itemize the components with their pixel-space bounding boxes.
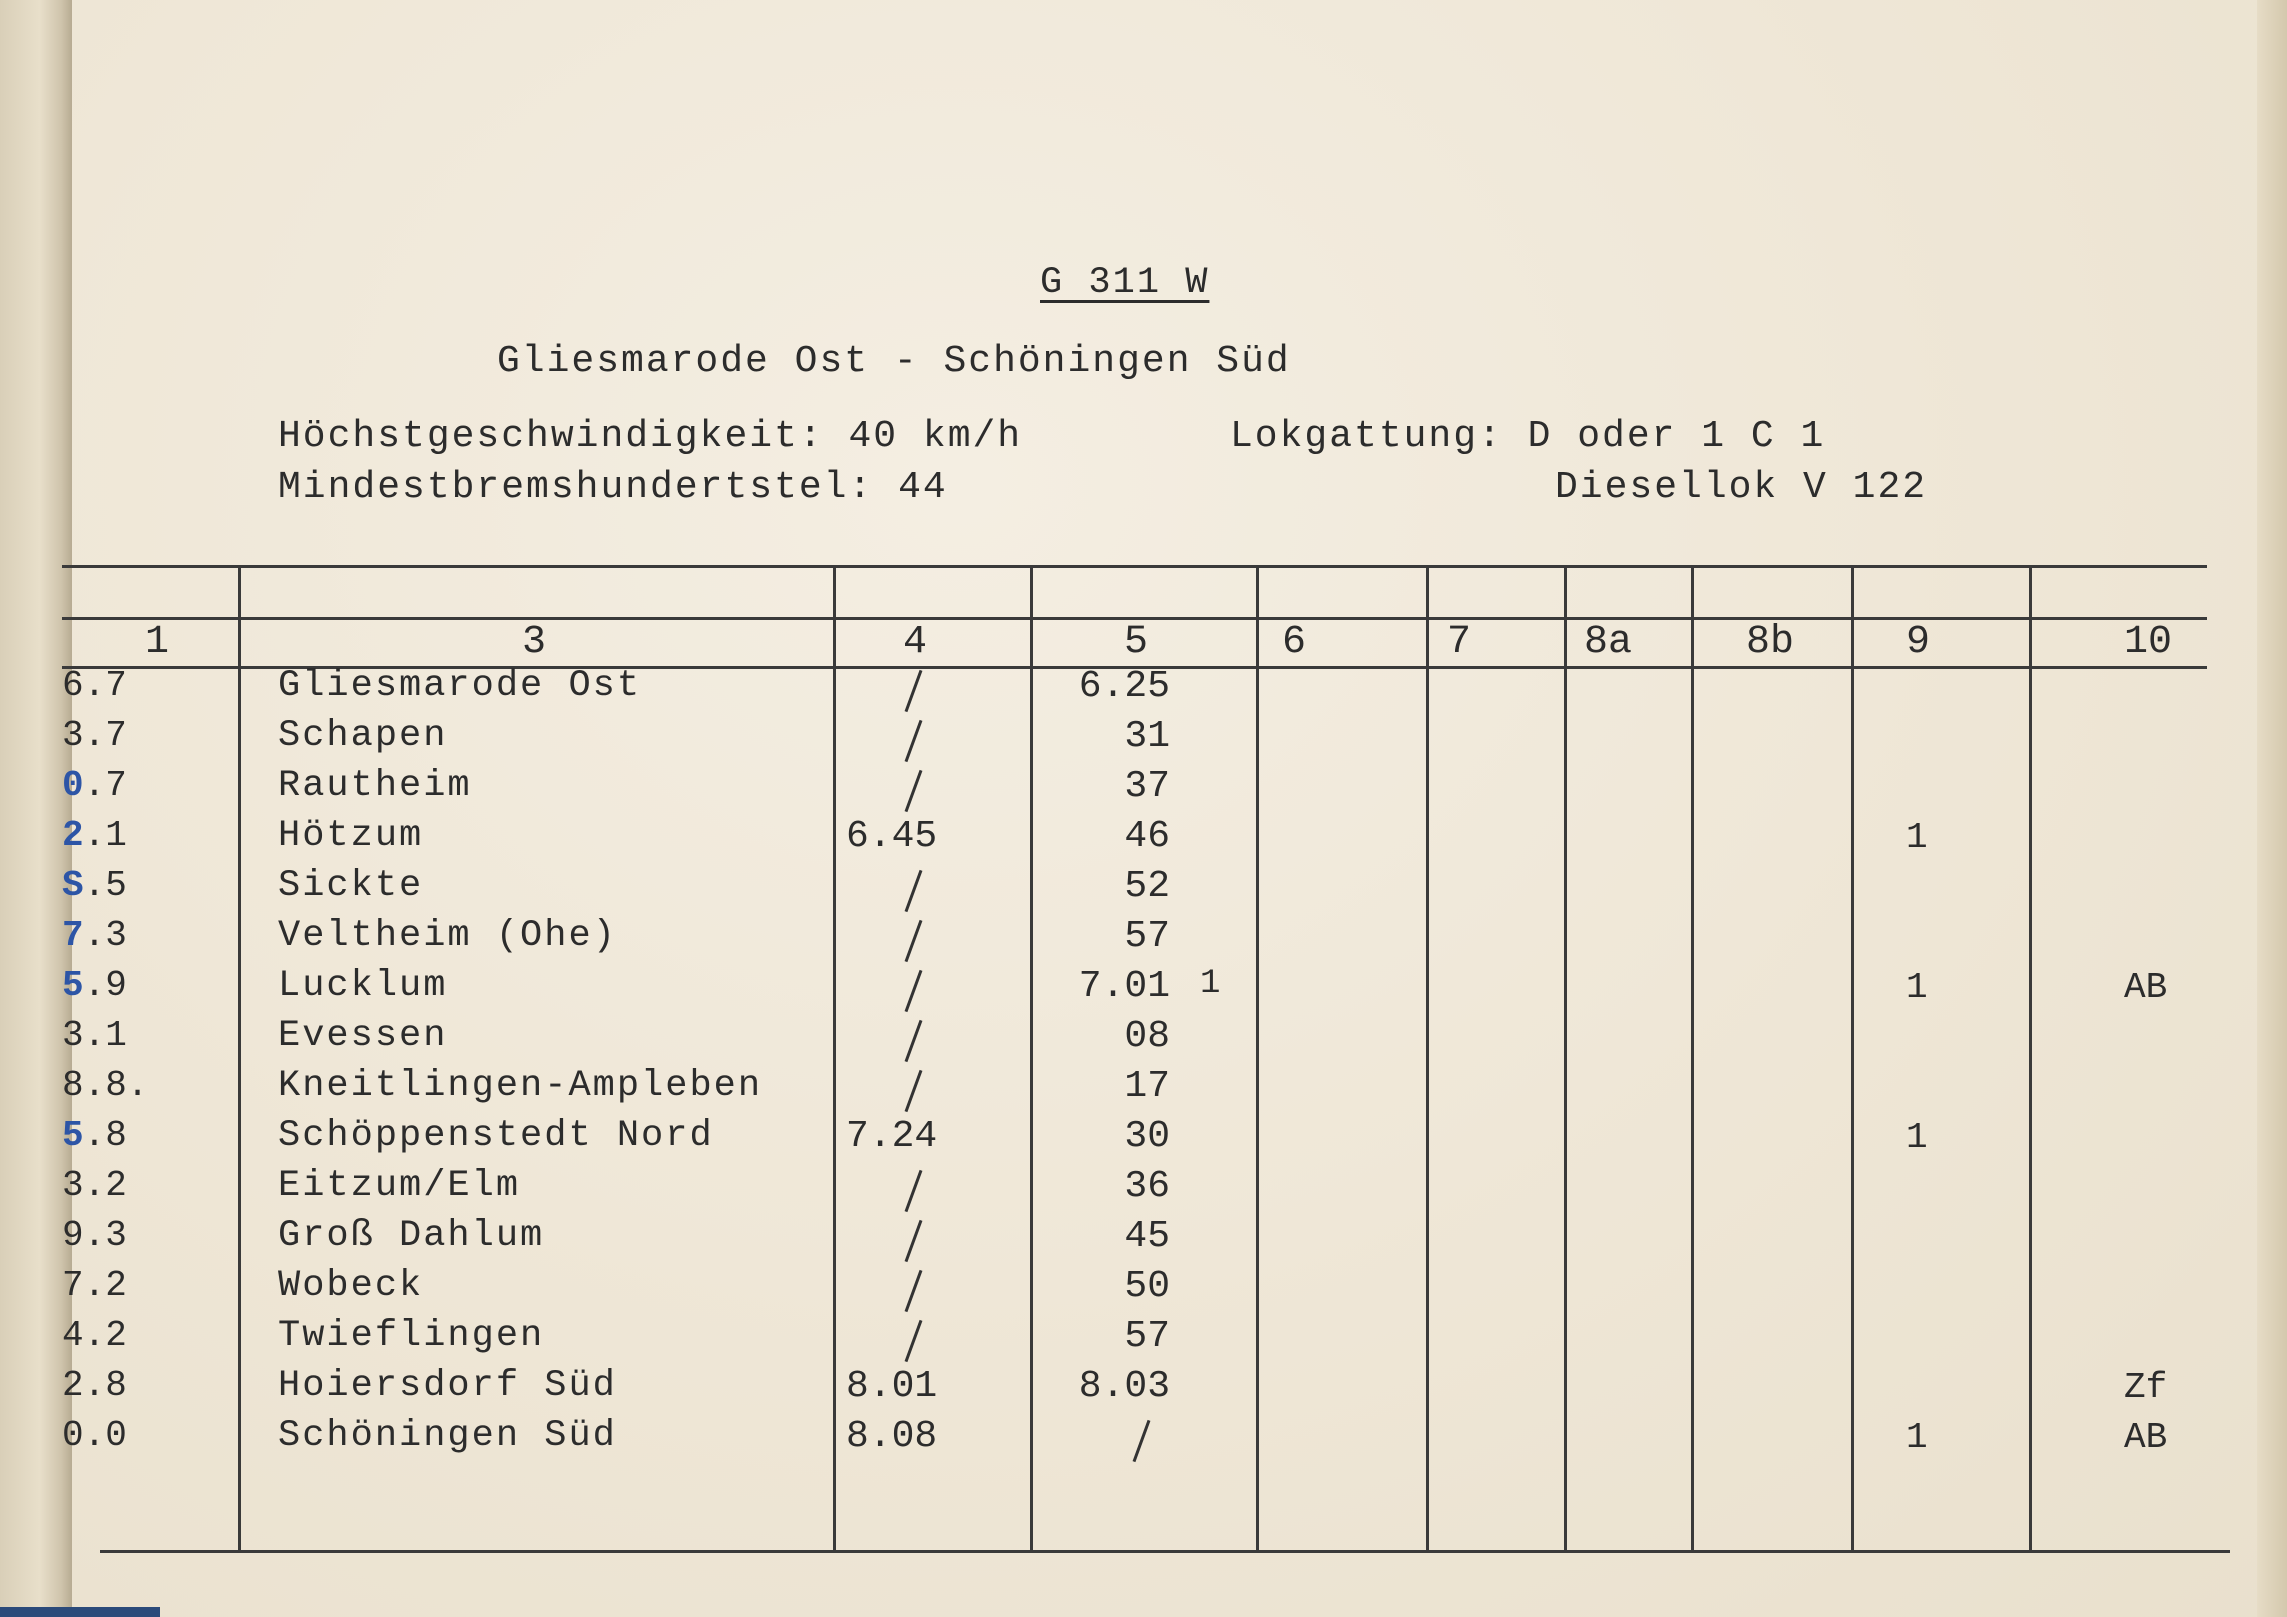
col-divider-1 <box>238 565 241 1550</box>
col-divider-5 <box>1256 565 1259 1550</box>
column-9-value: 1 <box>1906 1117 1928 1158</box>
km-digits: .1 <box>83 815 127 856</box>
station-name: Veltheim (Ohe) <box>278 915 617 957</box>
km-value <box>62 1015 127 1056</box>
km-value <box>62 715 127 756</box>
locomotive-class: Lokgattung: D oder 1 C 1 <box>1230 415 1826 458</box>
km-value <box>62 1115 127 1156</box>
departure-note: 1 <box>1200 965 1221 1003</box>
departure-time: 17 <box>1124 1065 1170 1108</box>
column-9-value: 1 <box>1906 1417 1928 1458</box>
route-title: Gliesmarode Ost - Schöningen Süd <box>497 340 1291 383</box>
km-value <box>62 965 127 1006</box>
km-pencil-mark: 2 <box>62 815 84 856</box>
departure-time: 50 <box>1124 1265 1170 1308</box>
column-header-8a: 8a <box>1584 620 1633 665</box>
station-name: Rautheim <box>278 765 472 807</box>
km-digits: 7.2 <box>62 1265 127 1306</box>
table-top-rule <box>62 565 2207 568</box>
station-name: Twieflingen <box>278 1315 545 1357</box>
km-pencil-mark: 7 <box>62 915 84 956</box>
departure-time: 52 <box>1124 865 1170 908</box>
km-value <box>62 665 127 706</box>
km-digits: 8.8. <box>62 1065 149 1106</box>
km-value <box>62 1165 127 1206</box>
arrival-time: 8.01 <box>846 1365 938 1408</box>
column-header-3: 3 <box>522 620 547 665</box>
km-value <box>62 865 127 906</box>
col-divider-7 <box>1564 565 1567 1550</box>
station-name: Eitzum/Elm <box>278 1165 521 1207</box>
station-name: Wobeck <box>278 1265 424 1307</box>
station-name: Evessen <box>278 1015 448 1057</box>
departure-time: 30 <box>1124 1115 1170 1158</box>
km-digits: .7 <box>83 765 127 806</box>
column-header-10: 10 <box>2124 620 2173 665</box>
km-value <box>62 1065 148 1106</box>
column-header-7: 7 <box>1447 620 1472 665</box>
column-10-value: AB <box>2124 967 2168 1008</box>
km-digits: 2.8 <box>62 1365 127 1406</box>
km-pencil-mark: S <box>62 865 84 906</box>
station-name: Schapen <box>278 715 448 757</box>
departure-time: 57 <box>1124 915 1170 958</box>
max-speed: Höchstgeschwindigkeit: 40 km/h <box>278 415 1023 458</box>
min-brake-percentage: Mindestbremshundertstel: 44 <box>278 466 948 509</box>
binding-strip <box>0 1607 160 1617</box>
station-name: Gliesmarode Ost <box>278 665 642 707</box>
departure-time: 45 <box>1124 1215 1170 1258</box>
col-divider-4 <box>1030 565 1033 1550</box>
km-digits: .3 <box>83 915 127 956</box>
departure-time: 36 <box>1124 1165 1170 1208</box>
km-value <box>62 765 127 806</box>
km-value <box>62 1415 127 1456</box>
km-value <box>62 1215 127 1256</box>
station-name: Hoiersdorf Süd <box>278 1365 617 1407</box>
km-value <box>62 1315 127 1356</box>
page-right-edge <box>2257 0 2287 1617</box>
station-name: Lucklum <box>278 965 448 1007</box>
departure-time: 6.25 <box>1078 665 1170 708</box>
km-digits: 6.7 <box>62 665 127 706</box>
column-header-8b: 8b <box>1746 620 1795 665</box>
col-divider-8b <box>1851 565 1854 1550</box>
departure-time: 8.03 <box>1078 1365 1170 1408</box>
col-divider-8a <box>1691 565 1694 1550</box>
km-digits: .8 <box>83 1115 127 1156</box>
km-value <box>62 915 127 956</box>
station-name: Sickte <box>278 865 424 907</box>
station-name: Hötzum <box>278 815 424 857</box>
departure-time: 7.01 <box>1078 965 1170 1008</box>
column-header-6: 6 <box>1282 620 1307 665</box>
km-digits: 4.2 <box>62 1315 127 1356</box>
km-pencil-mark: 5 <box>62 1115 84 1156</box>
column-header-4: 4 <box>903 620 928 665</box>
km-digits: 3.2 <box>62 1165 127 1206</box>
col-divider-6 <box>1426 565 1429 1550</box>
column-header-1: 1 <box>145 620 170 665</box>
column-9-value: 1 <box>1906 817 1928 858</box>
departure-time: 31 <box>1124 715 1170 758</box>
km-digits: .5 <box>83 865 127 906</box>
column-header-9: 9 <box>1906 620 1931 665</box>
column-10-value: Zf <box>2124 1367 2168 1408</box>
km-value <box>62 1265 127 1306</box>
col-divider-9 <box>2029 565 2032 1550</box>
departure-time: 37 <box>1124 765 1170 808</box>
km-digits: .9 <box>83 965 127 1006</box>
arrival-time: 8.08 <box>846 1415 938 1458</box>
km-digits: 0.0 <box>62 1415 127 1456</box>
km-digits: 9.3 <box>62 1215 127 1256</box>
km-pencil-mark: 5 <box>62 965 84 1006</box>
km-pencil-mark: 0 <box>62 765 84 806</box>
km-value <box>62 815 127 856</box>
train-number: G 311 W <box>1040 262 1210 304</box>
station-name: Kneitlingen-Ampleben <box>278 1065 763 1107</box>
arrival-time: 6.45 <box>846 815 938 858</box>
departure-time: 57 <box>1124 1315 1170 1358</box>
km-digits: 3.7 <box>62 715 127 756</box>
column-header-5: 5 <box>1124 620 1149 665</box>
column-9-value: 1 <box>1906 967 1928 1008</box>
diesel-locomotive: Diesellok V 122 <box>1555 466 1928 509</box>
station-name: Schöningen Süd <box>278 1415 617 1457</box>
km-value <box>62 1365 127 1406</box>
col-divider-3 <box>833 565 836 1550</box>
departure-time: 46 <box>1124 815 1170 858</box>
station-name: Groß Dahlum <box>278 1215 545 1257</box>
departure-time: 08 <box>1124 1015 1170 1058</box>
km-digits: 3.1 <box>62 1015 127 1056</box>
column-10-value: AB <box>2124 1417 2168 1458</box>
table-bottom-rule <box>100 1550 2230 1553</box>
station-name: Schöppenstedt Nord <box>278 1115 714 1157</box>
arrival-time: 7.24 <box>846 1115 938 1158</box>
